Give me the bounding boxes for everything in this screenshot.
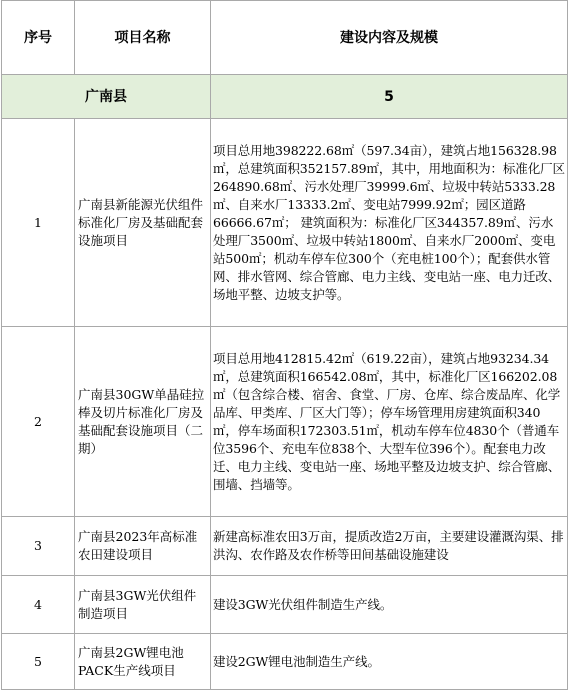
- table-row: [2, 517, 568, 576]
- row-index: 5: [2, 634, 75, 690]
- row-project-name: 广南县3GW光伏组件制造项目: [75, 576, 211, 634]
- row-content: 建设3GW光伏组件制造生产线。: [211, 576, 568, 634]
- row-project-name: 广南县2023年高标准农田建设项目: [75, 517, 211, 576]
- table-row: [2, 634, 568, 690]
- group-count: 5: [211, 75, 568, 119]
- table-row: [2, 576, 568, 634]
- group-name: 广南县: [2, 75, 211, 119]
- row-content: 建设2GW锂电池制造生产线。: [211, 634, 568, 690]
- header-project-name: 项目名称: [75, 1, 211, 75]
- project-table: [1, 0, 568, 690]
- row-content: 项目总用地398222.68㎡（597.34亩），建筑占地156328.98㎡，总建筑面积352157.89㎡，其中，用地面积为：标准化厂区264890.68㎡、污水处理厂39999.6㎡、垃圾中转站5333.28㎡、自来水厂13333.2㎡、变电站7999.92㎡；园区道路66666.67㎡； 建筑面积为：标准化厂区344357.89㎡、污水处理厂3500㎡、垃圾中转站1800㎡、自来水厂2000㎡、变电站500㎡；机动车停车位300个（充电桩100个）；配套供水管网、排水管网、综合管廊、电力主线、变电站一座、电力迁改、场地平整、边坡支护等。: [211, 119, 568, 327]
- row-index: 4: [2, 576, 75, 634]
- row-index: 3: [2, 517, 75, 576]
- header-content: 建设内容及规模: [211, 1, 568, 75]
- table-row: [2, 327, 568, 517]
- row-index: 1: [2, 119, 75, 327]
- table-header-row: [2, 1, 568, 75]
- row-project-name: 广南县2GW锂电池PACK生产线项目: [75, 634, 211, 690]
- row-content: 项目总用地412815.42㎡（619.22亩），建筑占地93234.34㎡，总建筑面积166542.08㎡，其中，标准化厂区166202.08㎡（包含综合楼、宿舍、食堂、厂房、仓库、综合废品库、化学品库、甲类库、厂区大门等）；停车场管理用房建筑面积340㎡，停车场面积172303.51㎡，机动车停车位4830个（普通车位3596个、充电车位838个、大型车位396个）。配套电力改迁、电力主线、变电站一座、场地平整及边坡支护、综合管廊、围墙、挡墙等。: [211, 327, 568, 517]
- row-project-name: 广南县30GW单晶硅拉棒及切片标准化厂房及基础配套设施项目（二期）: [75, 327, 211, 517]
- row-content: 新建高标准农田3万亩，提质改造2万亩，主要建设灌溉沟渠、排洪沟、农作路及农作桥等田间基础设施建设: [211, 517, 568, 576]
- group-row: [2, 75, 568, 119]
- row-index: 2: [2, 327, 75, 517]
- header-index: 序号: [2, 1, 75, 75]
- table-row: [2, 119, 568, 327]
- row-project-name: 广南县新能源光伏组件标准化厂房及基础配套设施项目: [75, 119, 211, 327]
